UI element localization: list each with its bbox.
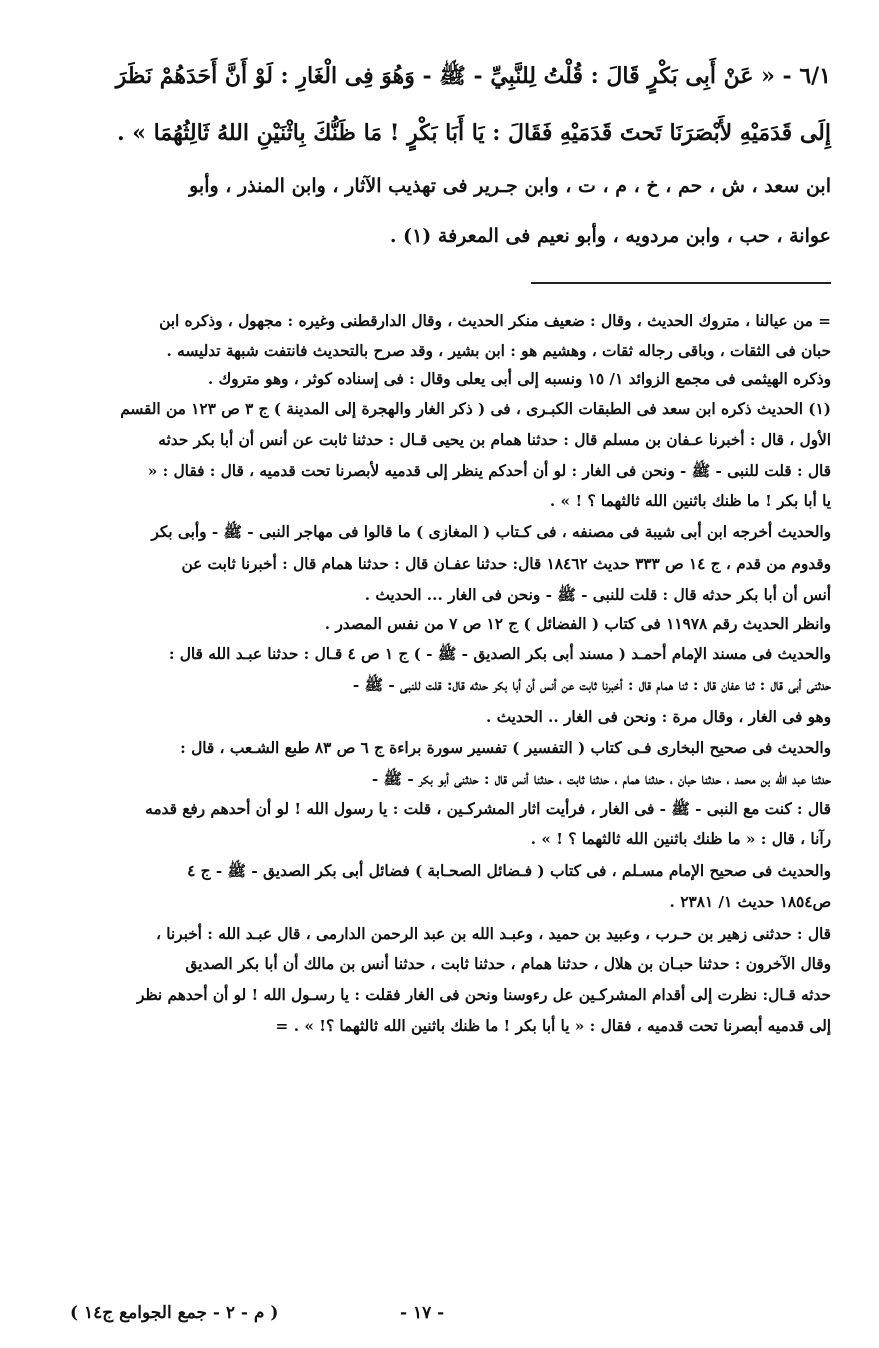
sources-line: عوانة ، حب ، وابن مردويه ، وأبو نعيم فى المعرفة (١) . <box>389 225 831 247</box>
footnote-line: أنس أن أبا بكر حدثه قال : قلت للنبى - ﷺ - ونحن فى الغار ... الحديث . <box>364 586 831 604</box>
footnote-line: حبان فى الثقات ، وباقى رجاله ثقات ، وهشيم هو : ابن بشير ، وقد صرح بالتحديث فانتفت شبهة تدليسه . <box>166 342 831 360</box>
footnote-line: وذكره الهيثمى فى مجمع الزوائد ١/ ١٥ ونسبه إلى أبى يعلى وقال : فى إسناده كوثر ، وهو متروك . <box>207 370 831 388</box>
sources-line: ابن سعد ، ش ، حم ، خ ، م ، ت ، وابن جـرير فى تهذيب الآثار ، وابن المنذر ، وأبو <box>189 175 831 197</box>
footnote-line: وهو فى الغار ، وقال مرة : ونحن فى الغار .. الحديث . <box>485 708 831 726</box>
footnote-line: حدثنا عبد الله بن محمد ، حدثنا حبان ، حدثنا همام ، حدثنا ثابت ، حدثنا أنس قال : حدثنى أبو بكر - ﷺ - <box>371 770 831 788</box>
footnote-line: إلى قدميه أبصرنا تحت قدميه ، فقال : « يا أبا بكر ! ما ظنك باثنين الله ثالثهما ؟! » . = <box>275 1017 831 1035</box>
footnote-line: قال : قلت للنبى - ﷺ - ونحن فى الغار : لو أن أحدكم ينظر إلى قدميه لأبصرنا تحت قدميه ، قال : فقال : « <box>147 462 831 480</box>
footnote-line: وقال الآخرون : حدثنا حبـان بن هلال ، حدثنا همام ، حدثنا ثابت ، حدثنا أنس بن مالك أن أبا بكر الصديق <box>185 955 831 973</box>
signature-mark: ( م - ٢ - جمع الجوامع ج١٤ ) <box>70 1303 279 1323</box>
footnote-line: قال : كنت مع النبى - ﷺ - فى الغار ، فرأيت اثار المشركـين ، قلت : يا رسول الله ! لو أن أحدهم رفع قدمه <box>145 800 831 818</box>
footnote-line: يا أبا بكر ! ما ظنك باثنين الله ثالثهما ؟ ! » . <box>549 492 831 510</box>
hadith-line: ٦/١ - « عَنْ أَبِى بَكْرٍ قَالَ : قُلْتُ لِلنَّبِيِّ - ﷺ - وَهُوَ فِى الْغَارِ : لَوْ أَنَّ أَحَدَهُمْ نَظَرَ <box>115 63 831 89</box>
footnote-line: وقدوم من قدم ، ج ١٤ ص ٣٣٣ حديث ١٨٤٦٢ قال: حدثنا عفـان قال : حدثنا همام قال : أخبرنا ثابت عن <box>181 555 831 573</box>
footnote-line: والحديث فى مسند الإمام أحمـد ( مسند أبى بكر الصديق - ﷺ - ) ج ١ ص ٤ قـال : حدثنا عبـد الله قال : <box>168 645 831 663</box>
footnote-separator <box>531 282 831 284</box>
footnote-line: قال : حدثنى زهير بن حـرب ، وعبيد بن حميد ، وعبـد الله بن عبد الرحمن الدارمى ، قال عبـد الله : أخبرنا ، <box>155 925 831 943</box>
footnote-line: = من عيالنا ، متروك الحديث ، وقال : ضعيف منكر الحديث ، وقال الدارقطنى وغيره : مجهول ، وذكره ابن <box>159 312 831 330</box>
hadith-line: إِلَى قَدَمَيْهِ لأَبْصَرَنَا تَحتَ قَدَمَيْهِ فَقَالَ : يَا أَبَا بَكْرٍ ! مَا ظَنُّكَ بِاثْنَيْنِ اللهُ ثَالِثُهُمَا » . <box>116 120 831 146</box>
footnote-line: الأول ، قال : أخبرنا عـفان بن مسلم قال : حدثنا همام بن يحيى قـال : حدثنا ثابت عن أنس أن أبا بكر حدثه <box>158 431 831 449</box>
footnote-line: حدثه قـال: نظرت إلى أقدام المشركـين عل رءوسنا ونحن فى الغار فقلت : يا رسـول الله ! لو أن أحدهم نظر <box>136 986 831 1004</box>
footnote-line: رآنا ، قال : « ما ظنك باثنين الله ثالثهما ؟ ! » . <box>530 830 831 848</box>
footnote-line: والحديث أخرجه ابن أبى شيبة فى مصنفه ، فى كـتاب ( المغازى ) ما قالوا فى مهاجر النبى - ﷺ - وأبى بكر <box>151 523 831 541</box>
footnote-line: (١) الحديث ذكره ابن سعد فى الطبقات الكبـرى ، فى ( ذكر الغار والهجرة إلى المدينة ) ج ٣ ص ١٢٣ من القسم <box>120 400 831 418</box>
footnote-line: ص١٨٥٤ حديث ١/ ٢٣٨١ . <box>669 893 831 911</box>
footnote-line: والحديث فى صحيح البخارى فـى كتاب ( التفسير ) تفسير سورة براءة ج ٦ ص ٨٣ طبع الشـعب ، قال : <box>180 739 831 757</box>
page-number: - ١٧ - <box>400 1303 445 1323</box>
footnote-line: حدثنى أبى قال : ثنا عفان قال : ثنا همام قال : أخبرنا ثابت عن أنس أن أبا بكر حدثه قال: قلت للنبى - ﷺ - <box>352 676 831 694</box>
footnote-line: والحديث فى صحيح الإمام مسـلم ، فى كتاب ( فـضائل الصحـابة ) فضائل أبى بكر الصديق - ﷺ - ج ٤ <box>187 862 831 880</box>
footnote-line: وانظر الحديث رقم ١١٩٧٨ فى كتاب ( الفضائل ) ج ١٢ ص ٧ من نفس المصدر . <box>324 615 831 633</box>
